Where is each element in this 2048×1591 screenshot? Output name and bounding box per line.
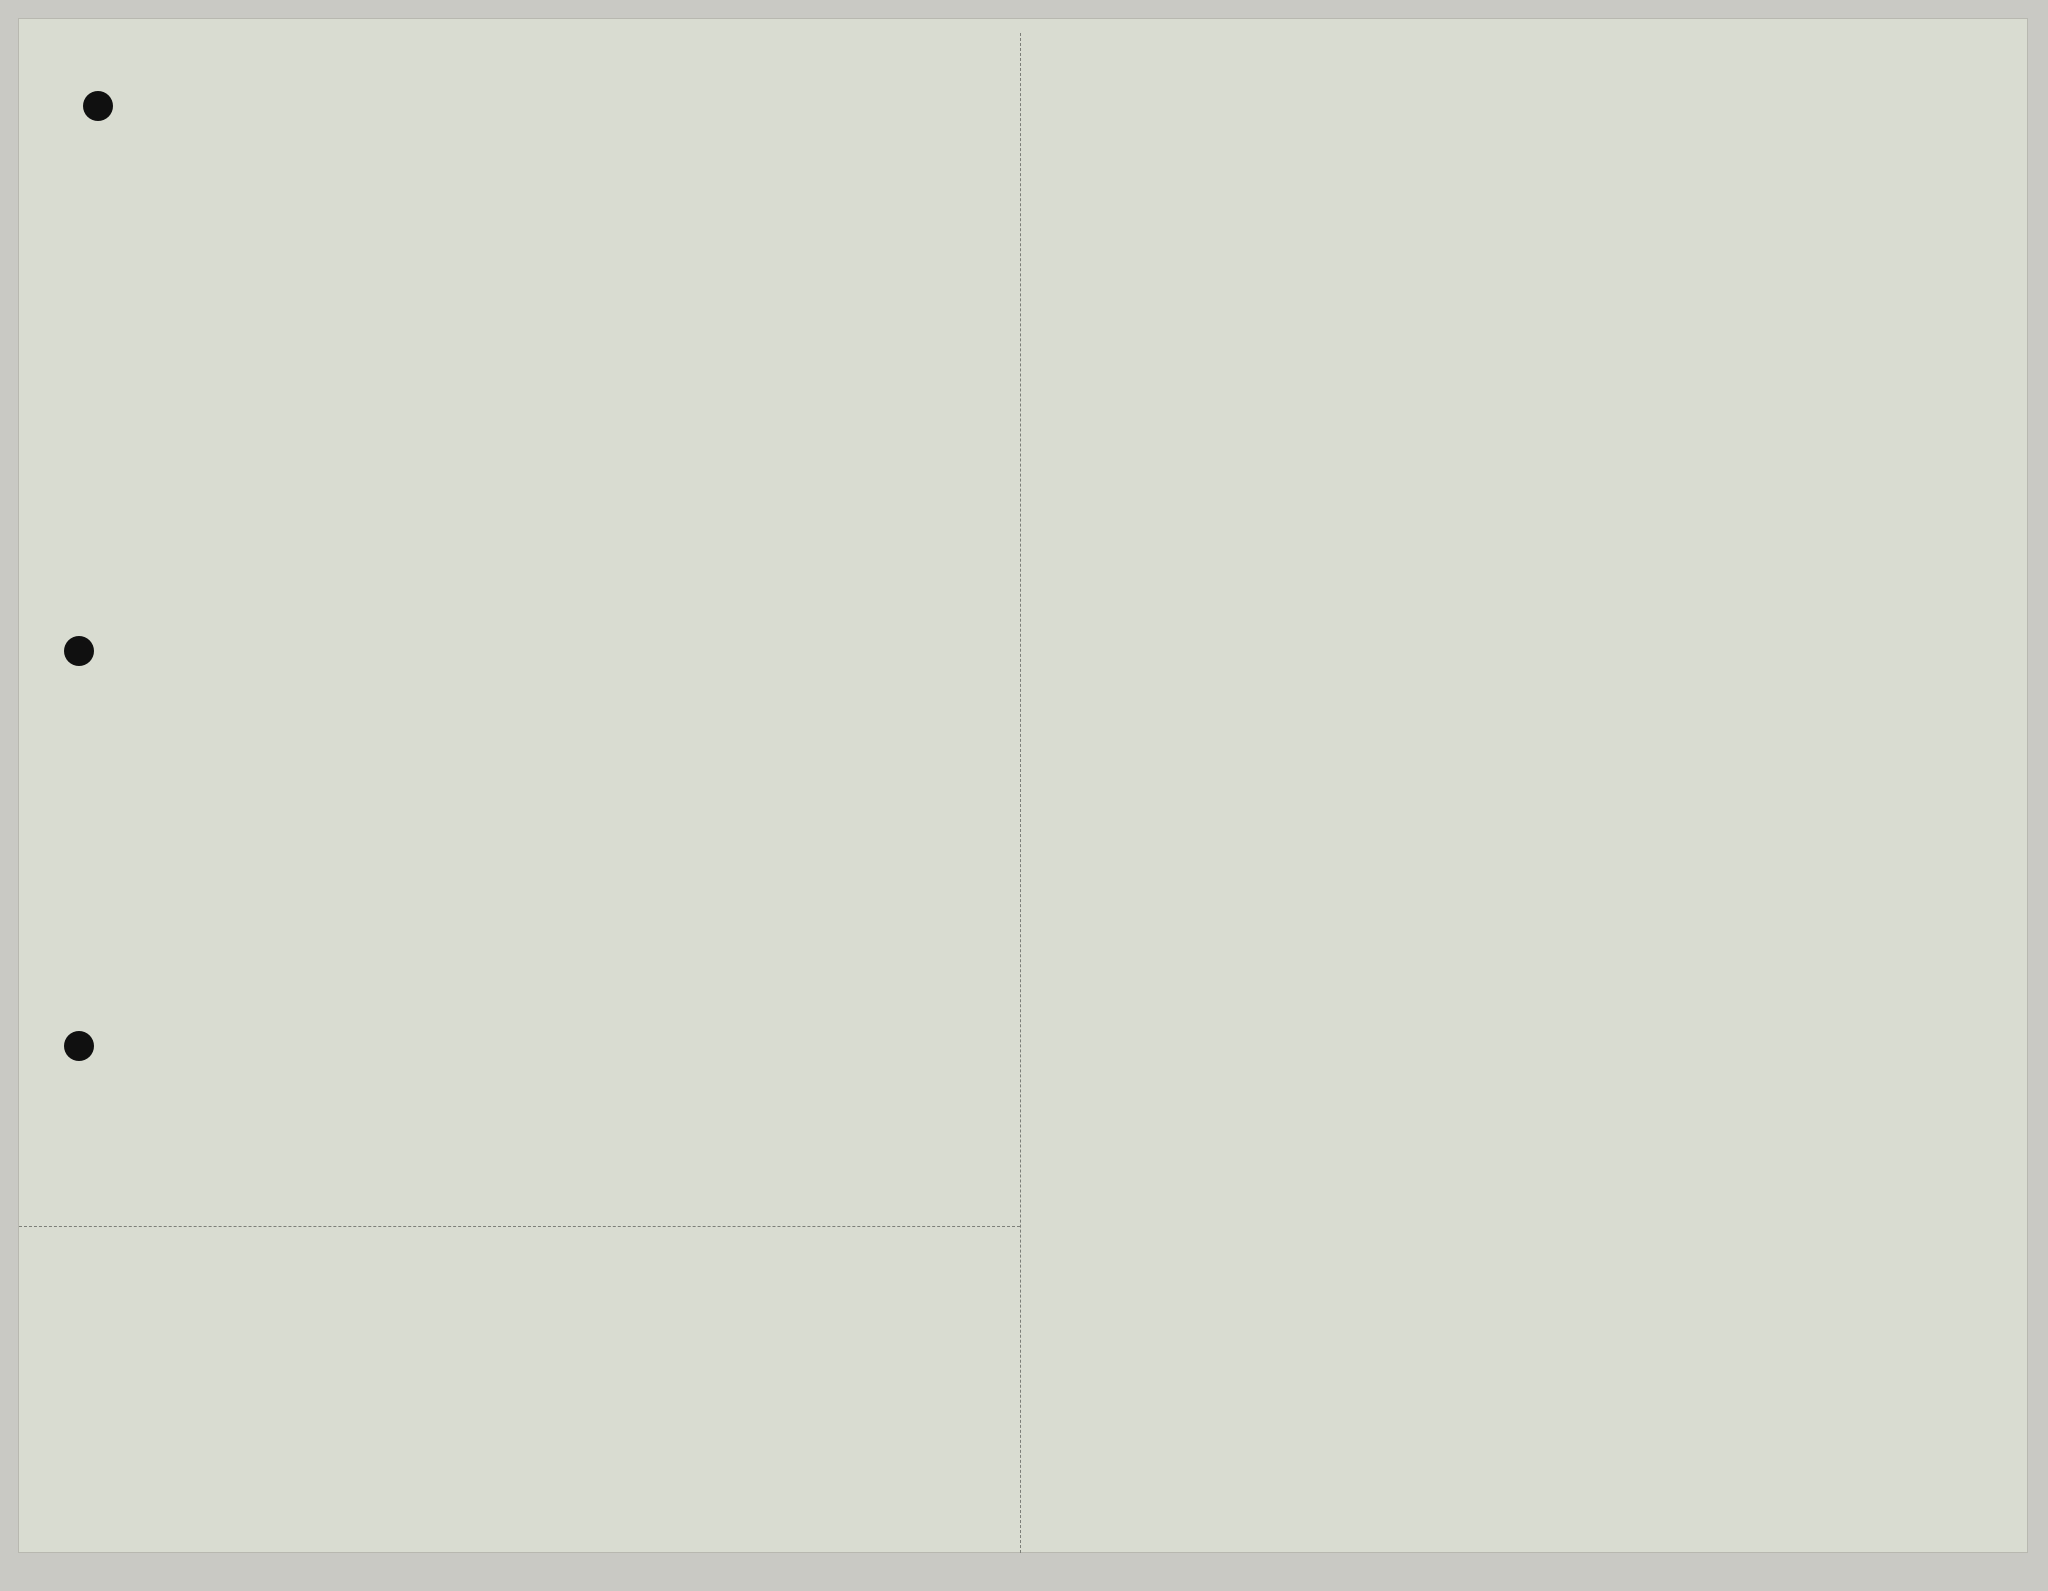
- punch-hole: [83, 91, 113, 121]
- punch-hole: [64, 1031, 94, 1061]
- punch-hole: [64, 636, 94, 666]
- form-sheet: [18, 18, 2028, 1553]
- horizontal-fold-line: [19, 1226, 1020, 1227]
- vertical-fold-line: [1020, 33, 1021, 1553]
